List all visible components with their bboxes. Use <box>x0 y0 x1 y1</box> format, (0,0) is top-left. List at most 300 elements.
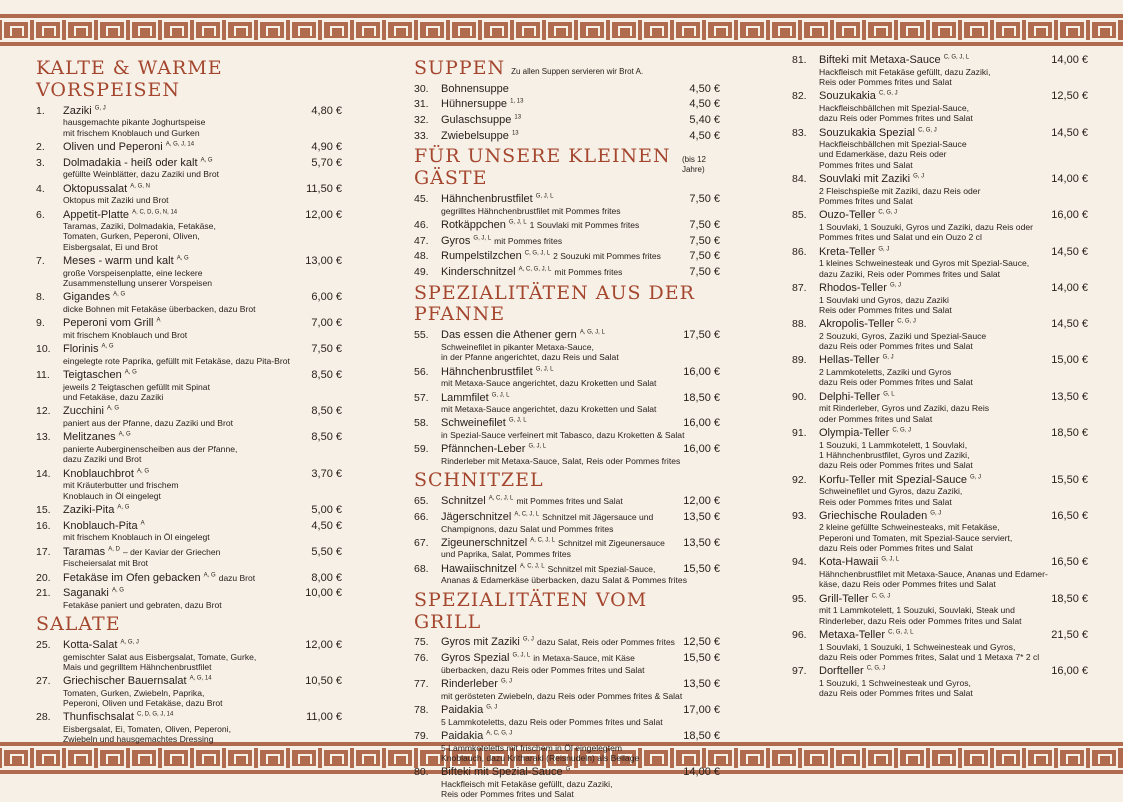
item-number: 10. <box>36 343 51 356</box>
menu-item <box>36 291 342 314</box>
item-description: große Vorspeisenplatte, eine leckere Zusammenstellung unserer Vorspeisen <box>63 267 213 289</box>
item-number: 75. <box>414 636 429 649</box>
menu-item <box>36 468 342 501</box>
item-allergens: A, C, D, G, N, 14 <box>132 208 178 215</box>
item-name-line <box>441 329 679 342</box>
item-description: 1 Souvlaki, 1 Souzuki, 1 Schweinesteak und Gyros, dazu Reis oder Pommes frites, Salat und 1 Metaxa 7* 2 cl <box>819 641 1040 662</box>
item-description: Fetakäse paniert und gebraten, dazu Brot <box>63 599 222 610</box>
item-name: Rinderleber <box>441 678 498 690</box>
item-price: 13,50 € <box>683 510 720 523</box>
item-name: Zaziki <box>63 104 92 117</box>
item-description: paniert aus der Pfanne, dazu Zaziki und Brot <box>63 418 234 429</box>
item-number: 4. <box>36 182 45 195</box>
menu-item <box>36 504 342 517</box>
section-title <box>414 283 720 327</box>
meander-tile <box>898 748 926 768</box>
item-name: Kinderschnitzel <box>441 265 516 278</box>
item-description: Taramas, Zaziki, Dolmadakia, Fetakäse, Tomaten, Gurken, Peperoni, Oliven, Eisbergsalat, Ei und Brot <box>63 221 216 252</box>
item-price: 5,50 € <box>311 545 342 558</box>
item-name-line <box>441 730 679 743</box>
item-name: Hellas-Teller <box>819 354 880 367</box>
item-price: 16,00 € <box>683 443 720 456</box>
item-name: Paidakia <box>441 703 484 716</box>
item-name: Souzukakia Spezial <box>819 126 916 139</box>
menu-item <box>414 235 720 248</box>
item-allergens: G, J <box>913 173 925 180</box>
item-description: Ananas & Edamerkäse überbacken, dazu Salat & Pommes frites <box>441 575 688 586</box>
item-name-line <box>63 369 307 382</box>
item-name: Gulaschsuppe <box>441 114 512 127</box>
item-allergens: C, G, J <box>878 209 897 216</box>
item-number: 76. <box>414 652 429 665</box>
menu-item <box>414 266 720 279</box>
menu-item <box>36 405 342 428</box>
item-allergens: G, J <box>970 473 982 480</box>
item-description: Fischeiersalat mit Brot <box>63 558 149 569</box>
item-description: 1 Souzuki, 1 Schweinesteak und Gyros, dazu Reis oder Pommes frites und Salat <box>819 677 973 699</box>
item-allergens: G, J, L <box>535 193 554 200</box>
item-name-line <box>441 83 685 96</box>
item-number: 88. <box>792 318 807 331</box>
meander-tile <box>962 748 990 768</box>
meander-tile <box>482 20 510 40</box>
item-description: gegrilltes Hähnchenbrustfilet mit Pommes frites <box>441 205 621 216</box>
item-inline-note: mit Pommes frites und Salat <box>516 496 623 507</box>
menu-item <box>792 427 1088 471</box>
item-description: 5 Lammkoteletts, dazu Reis oder Pommes frites und Salat <box>441 716 663 727</box>
item-allergens: C, G, J, L <box>888 629 914 636</box>
item-number: 28. <box>36 711 51 724</box>
menu-item <box>792 474 1088 507</box>
item-name: Kreta-Teller <box>819 245 876 258</box>
item-allergens: C, G, J <box>871 593 891 599</box>
item-allergens: G, J <box>930 510 942 517</box>
item-number: 46. <box>414 219 429 232</box>
meander-tile <box>706 20 734 40</box>
section-title-text: KALTE & WARME VORSPEISEN <box>36 57 223 101</box>
item-description: mit frischem Knoblauch und Brot <box>63 329 188 340</box>
item-name: Olympia-Teller <box>819 426 890 439</box>
item-description: panierte Auberginenscheiben aus der Pfanne, dazu Zaziki und Brot <box>63 444 238 465</box>
item-name: Appetit-Platte <box>63 208 130 221</box>
item-price: 16,00 € <box>683 365 720 378</box>
item-inline-note: Schnitzel mit Jägersauce und <box>542 511 654 522</box>
item-name-line <box>63 183 302 196</box>
meander-tile <box>162 20 190 40</box>
meander-tile <box>354 748 382 768</box>
menu-item <box>414 366 720 389</box>
item-price: 13,50 € <box>1051 390 1088 403</box>
menu-item <box>414 98 720 111</box>
item-price: 17,00 € <box>683 703 720 716</box>
item-name: Teigtaschen <box>63 369 122 382</box>
meander-tile <box>2 20 30 40</box>
item-allergens: G, J, L <box>473 235 492 242</box>
item-name: Florinis <box>63 343 99 356</box>
item-price: 4,50 € <box>689 82 720 95</box>
item-inline-note: mit Pommes frites <box>554 266 623 277</box>
item-allergens: A, C, J, L <box>488 495 514 502</box>
item-inline-note: mit Pommes frites <box>494 235 563 246</box>
menu-item <box>36 639 342 672</box>
item-name-line <box>819 209 1047 222</box>
item-number: 59. <box>414 443 429 456</box>
item-price: 12,00 € <box>305 208 342 221</box>
item-price: 8,50 € <box>311 369 342 382</box>
item-allergens: A, G <box>203 571 216 578</box>
item-price: 11,50 € <box>306 182 342 195</box>
item-name: Ouzo-Teller <box>819 209 876 222</box>
item-number: 32. <box>414 114 429 127</box>
meander-tile <box>642 20 670 40</box>
item-allergens: C, G, J, L <box>524 250 551 257</box>
item-description: 2 Lammkoteletts, Zaziki und Gyros dazu Reis oder Pommes frites und Salat <box>819 367 973 388</box>
item-name: Saganaki <box>63 587 109 600</box>
section-title <box>36 58 342 102</box>
item-number: 1. <box>36 104 45 117</box>
menu-item <box>414 652 720 675</box>
item-name-line <box>441 443 679 456</box>
item-name: Souvlaki mit Zaziki <box>819 173 911 186</box>
item-name-line <box>63 675 301 688</box>
menu-item <box>414 704 720 727</box>
meander-tile <box>290 20 318 40</box>
item-price: 14,50 € <box>1051 318 1088 331</box>
item-price: 5,70 € <box>311 156 342 169</box>
item-name: Bifteki mit Metaxa-Sauce <box>819 54 941 66</box>
item-number: 65. <box>414 495 429 508</box>
item-number: 94. <box>792 556 807 569</box>
section-title-text: SPEZIALITÄTEN AUS DER PFANNE <box>414 281 695 326</box>
meander-tile <box>66 20 94 40</box>
item-name: Delphi-Teller <box>819 390 881 403</box>
item-description: gemischter Salat aus Eisbergsalat, Tomate, Gurke, Mais und gegrilltem Hähnchenbrustfilet <box>63 651 257 672</box>
item-price: 4,50 € <box>311 519 342 532</box>
item-name-line <box>441 636 679 649</box>
item-name: Knoblauch-Pita <box>63 519 138 532</box>
item-name: Das essen die Athener gern <box>441 329 577 342</box>
item-number: 78. <box>414 703 429 716</box>
item-name: Bohnensuppe <box>441 82 509 95</box>
item-inline-note: 2 Souzuki mit Pommes frites <box>553 251 661 262</box>
item-price: 13,00 € <box>305 255 342 268</box>
meander-tile <box>930 748 958 768</box>
meander-tile <box>994 748 1022 768</box>
item-allergens: A, G <box>118 431 131 438</box>
item-price: 7,50 € <box>689 193 720 206</box>
menu-item <box>414 250 720 263</box>
item-description: eingelegte rote Paprika, gefüllt mit Fetakäse, dazu Pita-Brot <box>63 355 290 366</box>
item-name-line <box>819 354 1047 367</box>
item-number: 93. <box>792 509 807 522</box>
item-price: 10,00 € <box>305 587 342 600</box>
item-number: 33. <box>414 129 429 142</box>
meander-tile <box>290 748 318 768</box>
item-price: 12,00 € <box>683 495 720 508</box>
meander-tile <box>546 20 574 40</box>
item-name-line <box>441 235 685 248</box>
item-name: Grill-Teller <box>819 592 869 605</box>
item-allergens: G, J <box>882 354 894 361</box>
item-allergens: G, J <box>94 105 106 112</box>
section-note: Zu allen Suppen servieren wir Brot A. <box>511 67 644 76</box>
item-description: Hackfleisch mit Fetakäse gefüllt, dazu Zaziki, Reis oder Pommes frites und Salat <box>819 66 991 87</box>
item-number: 68. <box>414 562 429 575</box>
menu-item <box>36 369 342 402</box>
menu-item <box>414 130 720 143</box>
menu-item <box>414 329 720 362</box>
item-allergens: G, J, L <box>535 365 554 372</box>
item-name: Gyros <box>441 234 471 247</box>
meander-tile <box>578 20 606 40</box>
item-allergens: C, G, J <box>892 427 912 434</box>
item-name-line <box>819 173 1047 186</box>
menu-item <box>414 495 720 508</box>
item-price: 14,00 € <box>1051 173 1088 186</box>
meander-tile <box>1090 20 1118 40</box>
item-price: 21,50 € <box>1051 628 1088 641</box>
item-price: 16,50 € <box>1051 556 1088 569</box>
item-number: 12. <box>36 405 51 418</box>
menu-item <box>792 246 1088 279</box>
item-name-line <box>441 766 679 779</box>
item-name: Rumpelstilzchen <box>441 250 522 263</box>
item-price: 5,40 € <box>689 114 720 127</box>
item-name-line <box>63 405 307 418</box>
item-price: 7,50 € <box>689 265 720 278</box>
item-inline-note: – der Kaviar der Griechen <box>122 546 221 557</box>
item-name: Fetakäse im Ofen gebacken <box>63 571 201 584</box>
item-name-line <box>441 130 685 143</box>
meander-tile <box>258 20 286 40</box>
menu-item <box>36 105 342 138</box>
item-name-line <box>63 343 307 356</box>
menu-item <box>414 766 720 799</box>
item-name: Schnitzel <box>441 495 486 508</box>
item-number: 87. <box>792 281 807 294</box>
item-inline-note: 1 Souvlaki mit Pommes frites <box>529 220 640 231</box>
item-price: 7,00 € <box>311 317 342 330</box>
item-name-line <box>63 520 307 533</box>
menu-item <box>414 219 720 232</box>
item-allergens: A, G <box>117 504 130 511</box>
item-name-line <box>441 98 685 111</box>
item-price: 4,90 € <box>311 140 342 153</box>
item-name-line <box>441 114 685 127</box>
item-description: 2 Souzuki, Gyros, Zaziki und Spezial-Sauce dazu Reis oder Pommes frites und Salat <box>819 330 987 352</box>
item-allergens: A, G, 14 <box>189 675 212 682</box>
item-number: 86. <box>792 245 807 258</box>
item-name-line <box>441 266 685 279</box>
item-number: 48. <box>414 250 429 263</box>
item-name: Akropolis-Teller <box>819 318 895 331</box>
menu-item <box>792 282 1088 315</box>
item-price: 14,00 € <box>1051 281 1088 294</box>
section-title-text: SALATE <box>36 613 121 636</box>
item-name: Korfu-Teller mit Spezial-Sauce <box>819 473 967 486</box>
item-number: 95. <box>792 592 807 605</box>
item-price: 11,00 € <box>306 711 342 724</box>
meander-tile <box>130 20 158 40</box>
item-name-line <box>819 90 1047 103</box>
item-name: Taramas <box>63 545 106 558</box>
item-price: 16,50 € <box>1051 509 1088 522</box>
menu-item <box>792 54 1088 87</box>
item-name: Schweinefilet <box>441 417 506 430</box>
item-allergens: A, G <box>176 255 189 262</box>
item-name: Hähnchenbrustfilet <box>441 365 533 378</box>
item-allergens: G <box>565 766 571 773</box>
item-description: 1 Souvlaki, 1 Souzuki, Gyros und Zaziki, dazu Reis oder Pommes frites und Salat und ein Ouzo 2 cl <box>819 222 1033 243</box>
meander-tile <box>34 20 62 40</box>
item-allergens: A, C, G, J, L <box>518 266 552 273</box>
section-title <box>414 58 720 80</box>
meander-tile <box>738 748 766 768</box>
item-name-line <box>441 678 679 691</box>
item-price: 12,00 € <box>305 638 342 651</box>
menu-item <box>414 537 720 560</box>
item-price: 15,50 € <box>683 562 720 575</box>
item-price: 7,50 € <box>689 250 720 263</box>
item-name: Paidakia <box>441 729 484 742</box>
menu-item <box>414 392 720 415</box>
meander-tile <box>802 748 830 768</box>
item-allergens: G, J, L <box>491 391 510 398</box>
meander-tile <box>1026 20 1054 40</box>
menu-column-2 <box>414 54 720 802</box>
item-allergens: C, G, J <box>897 318 916 325</box>
item-name: Jägerschnitzel <box>441 510 512 523</box>
item-name-line <box>819 593 1047 606</box>
item-price: 14,00 € <box>1051 54 1088 66</box>
item-description: in Spezial-Sauce verfeinert mit Tabasco, dazu Kroketten & Salat <box>441 430 685 441</box>
item-name-line <box>63 317 307 330</box>
item-description: und Paprika, Salat, Pommes frites <box>441 549 571 560</box>
item-allergens: G, J, L <box>508 219 527 226</box>
item-description: mit Rinderleber, Gyros und Zaziki, dazu Reis oder Pommes frites und Salat <box>819 403 990 424</box>
item-price: 8,50 € <box>311 431 342 444</box>
meander-tile <box>34 748 62 768</box>
item-number: 85. <box>792 209 807 222</box>
meander-tile <box>1026 748 1054 768</box>
item-number: 84. <box>792 173 807 186</box>
item-number: 96. <box>792 628 807 641</box>
menu-column-3 <box>792 54 1088 701</box>
item-name-line <box>819 629 1047 642</box>
item-allergens: A, G <box>101 343 114 350</box>
meander-tile <box>898 20 926 40</box>
item-name-line <box>441 563 679 576</box>
item-description: dicke Bohnen mit Fetakäse überbacken, dazu Brot <box>63 303 256 314</box>
menu-item <box>36 255 342 288</box>
section-title <box>414 590 720 634</box>
item-price: 15,50 € <box>683 652 720 665</box>
item-description: Hackfleischbällchen mit Spezial-Sauce, dazu Reis oder Pommes frites und Salat <box>819 102 973 124</box>
item-description: mit Kräuterbutter und frischem Knoblauch in Öl eingelegt <box>63 480 179 501</box>
item-name: Meses - warm und kalt <box>63 255 174 268</box>
item-price: 18,50 € <box>683 391 720 404</box>
item-description: 2 Fleischspieße mit Zaziki, dazu Reis oder Pommes frites und Salat <box>819 185 981 207</box>
item-price: 7,50 € <box>689 219 720 232</box>
menu-item <box>792 510 1088 554</box>
item-allergens: A, D <box>108 545 120 552</box>
item-name: Metaxa-Teller <box>819 628 886 641</box>
section-title <box>414 146 720 190</box>
item-allergens: C, G, J <box>866 665 886 672</box>
item-name-line <box>819 54 1047 67</box>
item-number: 82. <box>792 90 807 103</box>
item-allergens: C, D, G, J, 14 <box>137 711 174 718</box>
meander-tile <box>770 20 798 40</box>
item-price: 17,50 € <box>683 329 720 342</box>
item-name-line <box>63 587 301 600</box>
item-number: 11. <box>36 369 50 382</box>
item-allergens: A, G, J, L <box>579 329 605 336</box>
meander-tile <box>194 20 222 40</box>
item-description: mit gerösteten Zwiebeln, dazu Reis oder Pommes frites & Salat <box>441 690 683 701</box>
item-number: 3. <box>36 156 45 169</box>
item-number: 15. <box>36 503 51 516</box>
menu-item <box>414 83 720 96</box>
item-name-line <box>819 246 1047 259</box>
item-number: 20. <box>36 571 51 584</box>
item-allergens: A, G <box>124 369 137 376</box>
item-name-line <box>441 193 685 206</box>
menu-item <box>792 173 1088 206</box>
menu-item <box>414 511 720 534</box>
item-allergens: 13 <box>514 114 522 121</box>
item-name-line <box>63 504 307 517</box>
meander-tile <box>962 20 990 40</box>
item-name: Oliven und Peperoni <box>63 140 163 153</box>
menu-item <box>414 730 720 763</box>
item-price: 7,50 € <box>311 343 342 356</box>
item-number: 49. <box>414 265 429 278</box>
item-name-line <box>819 427 1047 440</box>
item-price: 16,00 € <box>683 417 720 430</box>
item-price: 3,70 € <box>311 467 342 480</box>
item-name-line <box>441 511 679 524</box>
menu-item <box>36 587 342 610</box>
item-number: 7. <box>36 255 45 268</box>
section-title-text: SCHNITZEL <box>414 469 544 492</box>
item-inline-note: Schnitzel mit Zigeunersauce <box>558 537 665 548</box>
item-allergens: A, G, N <box>130 182 150 189</box>
item-allergens: G, J, L <box>508 417 527 424</box>
meander-tile <box>418 20 446 40</box>
item-name: Hawaiischnitzel <box>441 562 517 575</box>
section-title-text: SUPPEN <box>414 57 506 79</box>
section-title-text: FÜR UNSERE KLEINEN GÄSTE <box>414 145 671 190</box>
meander-tile <box>98 748 126 768</box>
item-description: Tomaten, Gurken, Zwiebeln, Paprika, Peperoni, Oliven und Fetakäse, dazu Brot <box>63 687 223 709</box>
item-description: gefüllte Weinblätter, dazu Zaziki und Brot <box>63 169 220 180</box>
menu-item <box>36 546 342 569</box>
item-name-line <box>819 665 1047 678</box>
item-name: Peperoni vom Grill <box>63 317 154 330</box>
item-allergens: A, C, J, L <box>519 563 545 570</box>
item-price: 12,50 € <box>1051 90 1088 103</box>
item-name: Hähnchenbrustfilet <box>441 193 533 206</box>
item-name: Gyros mit Zaziki <box>441 636 520 649</box>
meander-tile <box>770 748 798 768</box>
item-name: Griechischer Bauernsalat <box>63 675 187 688</box>
meander-tile <box>322 20 350 40</box>
item-name-line <box>819 556 1047 569</box>
item-description: Schweinefilet in pikanter Metaxa-Sauce, in der Pfanne angerichtet, dazu Reis und Salat <box>441 341 619 363</box>
menu-item <box>414 417 720 440</box>
item-price: 6,00 € <box>311 291 342 304</box>
